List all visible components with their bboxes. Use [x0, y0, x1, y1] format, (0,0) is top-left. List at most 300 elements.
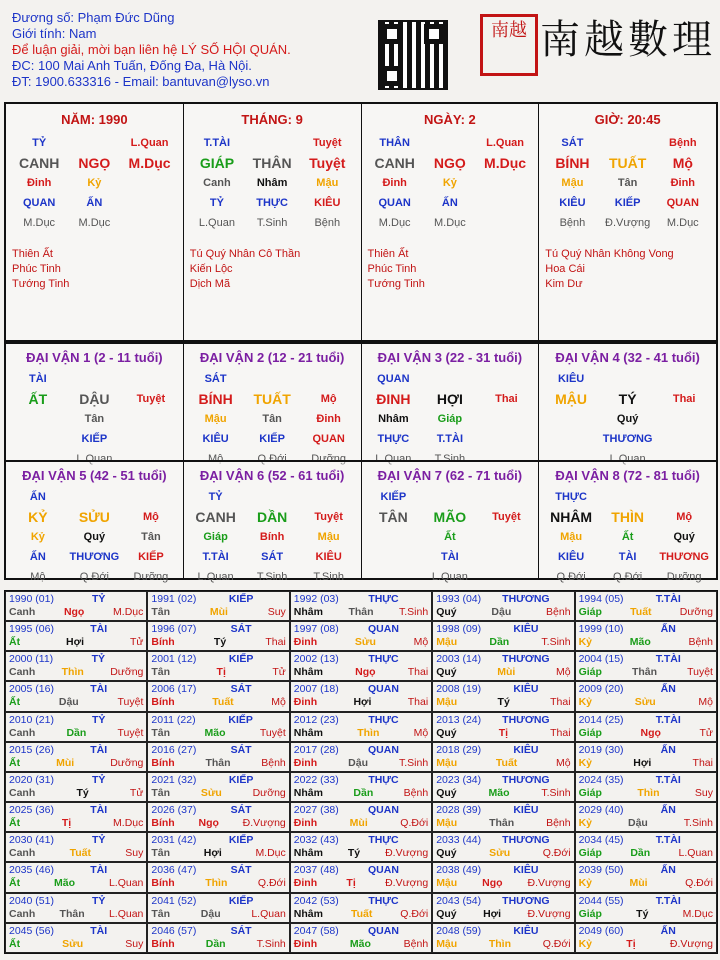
year-phase: L.Quan: [678, 847, 713, 860]
dv-main-cell: DẦN: [256, 509, 288, 525]
pillar-hidden-god-cell: KIẾP: [614, 197, 641, 209]
dv-hidden-phase-cell: Q.Đới: [556, 571, 586, 583]
year-label: 2040 (51): [9, 894, 54, 907]
dv-hidden-god: [366, 547, 535, 567]
year-phase: Dưỡng: [110, 756, 144, 769]
dv-hidden-stem-cell: Tân: [84, 413, 105, 425]
year-ten-god: SÁT: [230, 743, 252, 756]
year-line-2: [579, 787, 713, 800]
year-branch: Dậu: [627, 817, 648, 830]
dv-hidden-god-cell: SÁT: [261, 551, 284, 563]
year-line-2: [294, 606, 428, 619]
dv-god-cell: TỶ: [208, 491, 223, 503]
year-phase: Mộ: [556, 666, 571, 679]
year-stem: Tân: [151, 847, 171, 860]
year-line-2: [294, 938, 428, 951]
year-label: 2009 (20): [578, 683, 624, 696]
year-label: 2026 (37): [151, 804, 197, 817]
year-line-2: [151, 666, 285, 679]
dv-hidden-stem: [188, 527, 357, 547]
year-cell: [290, 923, 432, 953]
year-ten-god: THƯƠNG: [502, 593, 550, 605]
year-line-2: [436, 847, 570, 860]
year-phase: Q.Đới: [257, 877, 286, 890]
year-line-2: [9, 727, 143, 740]
year-branch: Sửu: [489, 847, 511, 860]
year-branch: Tuất: [212, 696, 234, 709]
dv-hidden-stem: [10, 409, 179, 429]
year-line-1: [151, 804, 285, 817]
dai-van-title: ĐẠI VẬN 1 (2 - 11 tuổi): [26, 350, 163, 365]
year-cell: [5, 862, 147, 892]
year-stem: Quý: [436, 606, 457, 618]
dv-main: [366, 507, 535, 527]
year-cell: [5, 923, 147, 953]
year-line-1: [151, 623, 285, 636]
year-cell: [147, 802, 289, 832]
year-branch: Mùi: [629, 877, 648, 890]
year-line-1: [9, 683, 143, 696]
dv-main-cell: MÃO: [433, 509, 467, 525]
year-stem: Mậu: [436, 636, 458, 649]
year-stem: Bính: [151, 756, 175, 769]
dv-god-cell: THỰC: [555, 491, 587, 503]
dv-hidden-phase-cell: L.Quan: [76, 453, 113, 465]
year-line-1: [294, 834, 428, 847]
dv-hidden-god: [543, 547, 712, 567]
pillar-top-cell: TỶ: [32, 137, 47, 149]
year-label: 2032 (43): [293, 834, 339, 847]
dai-van-title: ĐẠI VẬN 3 (22 - 31 tuổi): [377, 350, 523, 365]
dv-hidden-phase-cell: Dưỡng: [311, 453, 347, 465]
year-branch: Tị: [61, 817, 72, 830]
year-branch: Thân: [631, 666, 658, 679]
pillar-title: NĂM: 1990: [61, 112, 128, 127]
year-cell: [147, 712, 289, 742]
year-ten-god: KIÊU: [513, 864, 539, 877]
pillar-hidden-god-cell: KIÊU: [314, 197, 341, 209]
pillar-main-cell: THÂN: [252, 155, 292, 171]
year-label: 2022 (33): [293, 773, 339, 786]
dv-hidden-stem-cell: Mậu: [204, 413, 227, 425]
dv-hidden-stem-cell: Quý: [83, 531, 106, 543]
dv-main-cell: CANH: [195, 509, 236, 525]
year-line-1: [294, 683, 428, 696]
year-branch: Dần: [353, 786, 374, 799]
year-branch: Tuất: [495, 756, 518, 769]
year-cell: [432, 862, 574, 892]
year-line-1: [579, 714, 713, 727]
year-line-1: [294, 864, 428, 877]
pillar-top: [368, 133, 533, 153]
dv-god: [366, 369, 535, 389]
pillar-hidden-stem-cell: Tân: [617, 177, 638, 189]
year-label: 2041 (52): [151, 894, 197, 907]
year-line-2: [9, 636, 143, 649]
year-line-1: [579, 683, 713, 696]
year-label: 2035 (46): [9, 864, 54, 877]
year-phase: Tuyệt: [687, 666, 713, 679]
year-cell: [575, 651, 717, 681]
year-branch: Tuất: [350, 907, 373, 920]
year-line-1: [579, 834, 713, 847]
year-line-1: [579, 744, 713, 757]
year-line-1: [436, 864, 570, 877]
pillar-hidden-god: [545, 193, 710, 213]
year-stem: Bính: [151, 817, 175, 830]
pillar-2: [362, 104, 540, 340]
star-item: Tú Quý Nhân Cô Thần: [189, 248, 301, 260]
dv-hidden-phase-cell: T.Sinh: [256, 571, 288, 583]
year-ten-god: THỰC: [368, 834, 399, 847]
pillar-hidden-stem-cell: Mậu: [561, 177, 584, 189]
pillar-stars: [12, 247, 177, 292]
year-ten-god: TỶ: [91, 593, 106, 605]
pillar-hidden-god-cell: KIÊU: [559, 197, 586, 209]
year-label: 2048 (59): [436, 924, 482, 937]
dv-hidden-stem: [543, 409, 712, 429]
dv-main-cell: TÝ: [618, 391, 637, 407]
year-stem: Đinh: [293, 756, 318, 769]
year-label: 2016 (27): [151, 743, 197, 756]
year-branch: Tý: [497, 696, 510, 709]
year-line-1: [436, 744, 570, 757]
year-line-1: [579, 623, 713, 636]
dv-hidden-stem-cell: Mậu: [317, 531, 340, 543]
year-cell: [290, 712, 432, 742]
year-line-1: [9, 744, 143, 757]
year-line-1: [436, 714, 570, 727]
year-line-1: [436, 623, 570, 636]
dv-god: [543, 487, 712, 507]
year-branch: Dần: [489, 636, 510, 649]
year-line-2: [9, 847, 143, 860]
year-phase: Tử: [129, 786, 144, 799]
dv-hidden-stem: [366, 409, 535, 429]
dai-van-box: [539, 344, 716, 465]
dv-god-cell: ẤN: [29, 491, 46, 503]
pillar-hidden-phase: [12, 213, 177, 233]
year-branch: Thân: [489, 817, 515, 830]
year-ten-god: TÀI: [90, 804, 108, 817]
year-line-2: [294, 696, 428, 709]
year-stem: Bính: [151, 937, 175, 950]
year-branch: Mão: [54, 877, 76, 890]
year-branch: Thân: [205, 756, 231, 769]
dv-hidden-god: [543, 429, 712, 449]
star-item: Dịch Mã: [189, 278, 231, 290]
dv-hidden-god-cell: KIÊU: [202, 433, 229, 445]
dai-van-box: [184, 462, 362, 583]
pillar-0: [6, 104, 184, 340]
year-ten-god: ẤN: [660, 743, 676, 756]
year-cell: [575, 742, 717, 772]
year-line-2: [579, 847, 713, 860]
pillar-main-cell: NGỌ: [78, 155, 111, 171]
year-grid: [4, 590, 718, 954]
year-phase: T.Sinh: [399, 756, 429, 769]
dai-van-box: [184, 344, 362, 465]
year-stem: Mậu: [436, 877, 458, 890]
year-line-1: [9, 864, 143, 877]
pillar-hidden-phase: [368, 213, 533, 233]
pillar-main-cell: GIÁP: [199, 155, 235, 171]
year-stem: Mậu: [436, 696, 458, 709]
year-branch: Tý: [636, 907, 649, 920]
star-item: Thiên Ất: [367, 248, 409, 260]
dv-hidden-god-cell: KIẾP: [259, 433, 285, 445]
year-label: 2004 (15): [578, 653, 624, 666]
year-label: 2024 (35): [578, 773, 624, 786]
year-ten-god: SÁT: [230, 804, 252, 817]
year-branch: Dậu: [200, 907, 221, 920]
year-ten-god: QUAN: [368, 743, 399, 756]
year-line-2: [579, 727, 713, 740]
dv-hidden-god-cell: QUAN: [312, 433, 345, 445]
dv-main-cell: BÍNH: [198, 391, 233, 407]
pillar-main: [12, 153, 177, 173]
year-cell: [575, 621, 717, 651]
dv-hidden-stem-cell: Tân: [141, 531, 161, 543]
dv-hidden-stem-cell: Giáp: [437, 413, 463, 425]
year-phase: T.Sinh: [541, 786, 571, 799]
year-stem: Canh: [9, 907, 36, 920]
dv-main: [188, 507, 357, 527]
dv-hidden-phase-cell: T.Sinh: [434, 453, 466, 465]
year-line-2: [436, 757, 570, 770]
year-cell: [5, 832, 147, 862]
year-line-2: [151, 817, 285, 830]
pillar-hidden-god-cell: QUAN: [22, 197, 56, 209]
pillar-hidden-stem-cell: Mậu: [316, 177, 339, 189]
year-branch: Ngọ: [355, 666, 376, 679]
year-cell: [147, 621, 289, 651]
year-line-2: [151, 636, 285, 649]
star-item: Tướng Tinh: [367, 278, 425, 290]
year-line-2: [294, 877, 428, 890]
year-cell: [290, 651, 432, 681]
year-line-2: [9, 666, 143, 679]
year-ten-god: KIẾP: [228, 713, 253, 726]
star-item: Tú Quý Nhân Không Vong: [545, 248, 674, 260]
year-line-2: [579, 877, 713, 890]
pillar-top: [190, 133, 355, 153]
year-phase: Tử: [699, 726, 713, 739]
pillar-hidden-phase-cell: M.Dục: [666, 217, 699, 229]
dai-van-box: [362, 462, 540, 583]
year-branch: Mùi: [56, 756, 75, 769]
year-phase: Đ.Vượng: [385, 847, 429, 860]
year-line-2: [436, 908, 570, 921]
year-line-1: [9, 653, 143, 666]
year-ten-god: TÀI: [90, 864, 108, 877]
year-phase: Tuyệt: [117, 726, 144, 739]
dv-hidden-phase: [10, 567, 179, 587]
dv-hidden-stem: [188, 409, 357, 429]
year-stem: Tân: [151, 907, 171, 920]
year-line-1: [579, 925, 713, 938]
year-stem: Canh: [9, 666, 36, 679]
dv-god-cell: QUAN: [377, 373, 410, 385]
dv-hidden-god-cell: T.TÀI: [202, 551, 229, 563]
year-cell: [5, 651, 147, 681]
year-line-2: [436, 666, 570, 679]
pillar-hidden-stem-cell: Đinh: [670, 177, 696, 189]
pillar-hidden-phase-cell: Bệnh: [559, 217, 586, 229]
dv-hidden-god-cell: KIÊU: [557, 551, 585, 563]
dai-van-title: ĐẠI VẬN 2 (12 - 21 tuổi): [199, 350, 345, 365]
year-branch: Ngọ: [198, 817, 219, 830]
year-stem: Quý: [436, 786, 457, 799]
year-line-2: [151, 908, 285, 921]
year-phase: M.Dục: [682, 907, 713, 920]
year-cell: [290, 591, 432, 621]
year-phase: Dưỡng: [110, 666, 144, 679]
dv-god-cell: SÁT: [204, 373, 227, 385]
pillar-top-cell: Tuyệt: [313, 137, 342, 149]
year-line-1: [9, 834, 143, 847]
year-branch: Sửu: [62, 937, 84, 950]
year-ten-god: THỰC: [368, 713, 399, 726]
year-phase: Bệnh: [261, 756, 286, 769]
year-line-1: [579, 774, 713, 787]
year-phase: Thai: [407, 696, 429, 709]
year-cell: [147, 651, 289, 681]
pillar-hidden-phase-cell: L.Quan: [198, 217, 235, 229]
year-phase: T.Sinh: [683, 817, 713, 830]
dv-hidden-phase-cell: Q.Đới: [613, 571, 643, 583]
year-stem: Kỷ: [578, 756, 593, 769]
dv-god: [10, 487, 179, 507]
dv-hidden-god-cell: THƯƠNG: [69, 551, 120, 563]
year-line-1: [151, 774, 285, 787]
year-stem: Ất: [9, 877, 21, 890]
year-line-2: [436, 877, 570, 890]
year-ten-god: KIẾP: [228, 593, 254, 605]
year-label: 1999 (10): [578, 623, 624, 636]
year-branch: Thìn: [61, 666, 84, 679]
dv-god: [366, 487, 535, 507]
pillar-hidden-god-cell: ẤN: [441, 197, 458, 209]
year-ten-god: THƯƠNG: [502, 834, 550, 847]
year-ten-god: ẤN: [660, 623, 676, 636]
dai-van-title: ĐẠI VẬN 6 (52 - 61 tuổi): [199, 468, 345, 483]
dv-main-cell: THÌN: [611, 509, 644, 525]
year-branch: Thìn: [205, 877, 228, 890]
year-phase: Bệnh: [688, 636, 713, 649]
year-label: 2033 (44): [436, 834, 482, 847]
dv-main-cell: DẬU: [79, 391, 110, 407]
year-stem: Đinh: [293, 877, 318, 890]
dv-hidden-stem-cell: Quý: [673, 531, 695, 543]
year-line-1: [579, 804, 713, 817]
dv-hidden-god-cell: ẤN: [29, 551, 46, 563]
pillar-main-cell: M.Dục: [128, 155, 171, 171]
year-line-1: [294, 593, 428, 606]
year-line-2: [151, 787, 285, 800]
dv-hidden-stem: [366, 527, 535, 547]
dv-hidden-god-cell: THỰC: [377, 433, 410, 445]
year-cell: [290, 893, 432, 923]
year-ten-god: QUAN: [368, 623, 399, 636]
year-ten-god: KIÊU: [513, 623, 539, 636]
year-stem: Đinh: [293, 937, 318, 950]
pillar-top-cell: L.Quan: [486, 137, 524, 149]
year-ten-god: TỶ: [91, 834, 106, 847]
year-ten-god: TÀI: [90, 743, 108, 756]
year-ten-god: SÁT: [230, 683, 252, 696]
dai-van-row-1: [4, 342, 718, 465]
pillar-main-cell: CANH: [18, 155, 60, 171]
year-phase: Q.Đới: [400, 817, 429, 830]
dv-hidden-stem-cell: Ất: [444, 531, 456, 543]
year-label: 2036 (47): [151, 864, 197, 877]
year-phase: M.Dục: [113, 606, 144, 618]
year-cell: [290, 832, 432, 862]
year-label: 1995 (06): [9, 623, 54, 636]
dai-van-box: [362, 344, 540, 465]
year-line-2: [579, 666, 713, 679]
dv-main-cell: TUẤT: [253, 391, 291, 407]
pillar-title: NGÀY: 2: [423, 112, 476, 127]
year-line-1: [9, 925, 143, 938]
year-label: 1997 (08): [293, 623, 339, 636]
dv-main-cell: Mộ: [676, 511, 693, 523]
pillar-main-cell: Tuyệt: [309, 155, 346, 171]
year-ten-god: QUAN: [368, 804, 399, 817]
year-cell: [290, 742, 432, 772]
pillar-title: GIỜ: 20:45: [594, 112, 661, 127]
year-line-2: [151, 938, 285, 951]
year-cell: [290, 862, 432, 892]
year-line-2: [579, 636, 713, 649]
year-cell: [432, 893, 574, 923]
dv-main: [188, 389, 357, 409]
dv-hidden-stem-cell: Ất: [621, 531, 634, 543]
pillar-hidden-stem: [368, 173, 533, 193]
year-line-1: [294, 774, 428, 787]
year-ten-god: THƯƠNG: [502, 653, 550, 666]
year-ten-god: KIẾP: [228, 653, 254, 666]
year-cell: [147, 681, 289, 711]
year-phase: Q.Đới: [542, 847, 571, 860]
dv-hidden-phase-cell: Q.Đới: [79, 571, 109, 583]
owner-name: Đương số: Phạm Đức Dũng: [12, 10, 175, 25]
year-stem: Tân: [151, 726, 171, 739]
year-cell: [432, 712, 574, 742]
year-branch: Tuất: [69, 847, 91, 860]
year-branch: Hợi: [203, 847, 222, 860]
dv-hidden-god-cell: T.TÀI: [436, 433, 464, 445]
year-ten-god: T.TÀI: [655, 593, 681, 605]
pillar-top-cell: THÂN: [379, 137, 410, 149]
dai-van-row-2: [4, 460, 718, 583]
pillar-main-cell: CANH: [374, 155, 415, 171]
year-label: 2025 (36): [9, 804, 54, 817]
year-label: 2012 (23): [293, 713, 339, 726]
dv-hidden-phase-cell: Mộ: [30, 571, 46, 583]
year-label: 2006 (17): [151, 683, 197, 696]
year-stem: Giáp: [578, 847, 602, 860]
year-line-2: [151, 727, 285, 740]
year-cell: [5, 893, 147, 923]
year-phase: M.Dục: [113, 817, 144, 830]
pillar-stars: [545, 247, 710, 292]
year-branch: Hợi: [483, 907, 502, 920]
year-cell: [575, 712, 717, 742]
qr-code[interactable]: [378, 20, 448, 90]
year-line-1: [436, 683, 570, 696]
